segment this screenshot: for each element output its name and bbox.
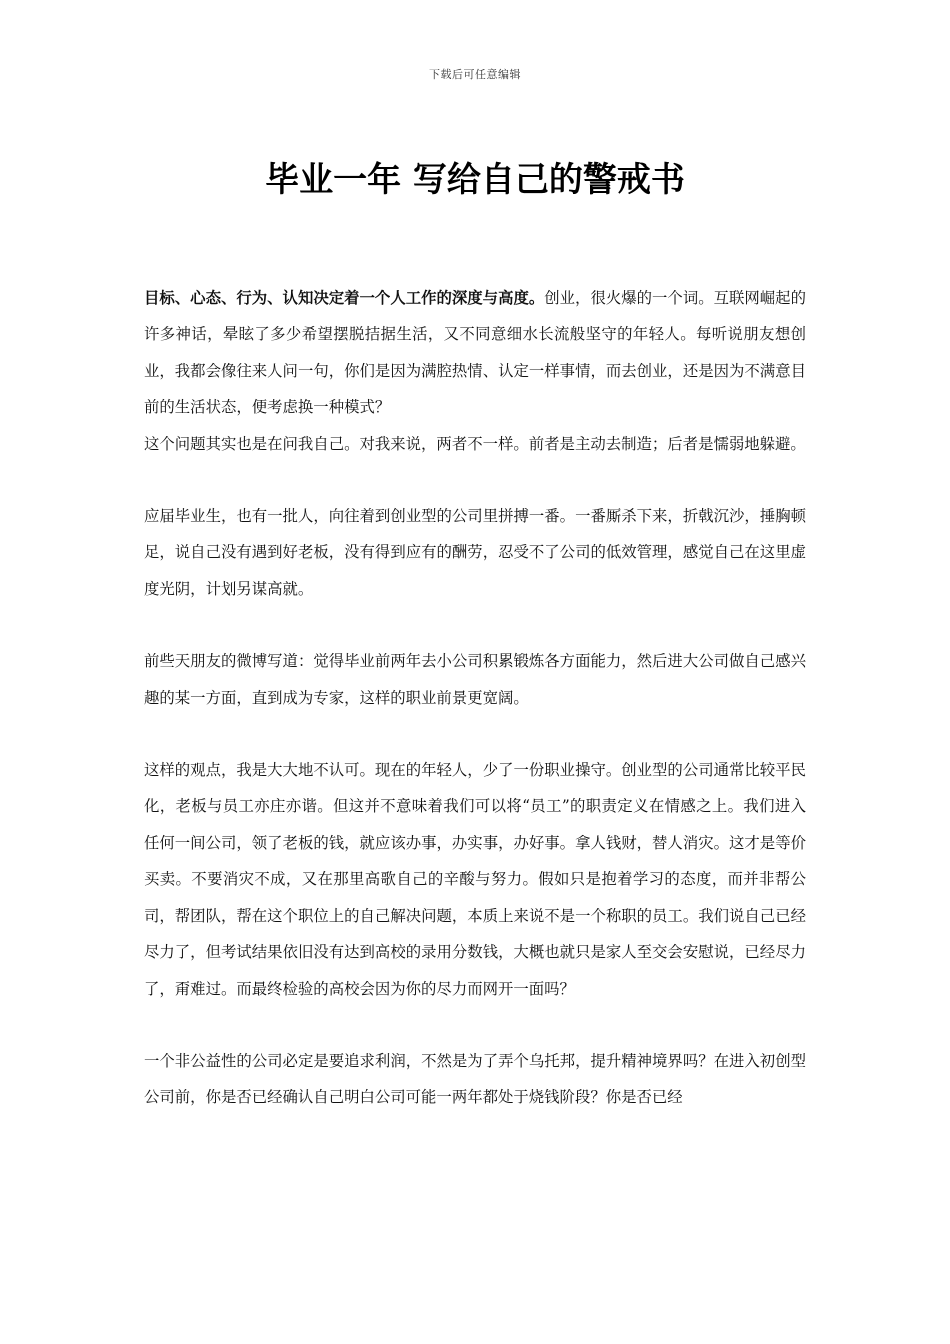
paragraph-3: 应届毕业生，也有一批人，向往着到创业型的公司里拼搏一番。一番厮杀下来，折戟沉沙，捶胸顿足，说自己没有遇到好老板，没有得到应有的酬劳，忍受不了公司的低效管理，感觉自己在这里虚度光阴，计划另谋高就。: [144, 507, 806, 598]
paragraph-1: [144, 280, 806, 426]
paragraph-1-text: 创业，很火爆的一个词。互联网崛起的许多神话，晕眩了多少希望摆脱拮据生活，又不同意细水长流般坚守的年轻人。每听说朋友想创业，我都会像往来人问一句，你们是因为满腔热情、认定一样事情，而去创业，还是因为不满意目前的生活状态，便考虑换一种模式？: [144, 289, 806, 417]
paragraph-4: 前些天朋友的微博写道：觉得毕业前两年去小公司积累锻炼各方面能力，然后进大公司做自己感兴趣的某一方面，直到成为专家，这样的职业前景更宽阔。: [144, 652, 806, 707]
document-title: 毕业一年 写给自己的警戒书: [265, 160, 685, 200]
paragraph-2: 这个问题其实也是在问我自己。对我来说，两者不一样。前者是主动去制造；后者是懦弱地躲避。: [144, 434, 806, 453]
paragraph-1-lead: 目标、心态、行为、认知决定着一个人工作的深度与高度。: [144, 289, 545, 307]
document-body: [144, 280, 806, 1116]
header-note: 下载后可任意编辑: [429, 68, 521, 81]
paragraph-5: 这样的观点，我是大大地不认可。现在的年轻人，少了一份职业操守。创业型的公司通常比较平民化，老板与员工亦庄亦谐。但这并不意味着我们可以将“员工”的职责定义在情感之上。我们进入任何一间公司，领了老板的钱，就应该办事，办实事，办好事。拿人钱财，替人消灾。这才是等价买卖。不要消灾不成，又在那里高歌自己的辛酸与努力。假如只是抱着学习的态度，而并非帮公司，帮团队，帮在这个职位上的自己解决问题，本质上来说不是一个称职的员工。我们说自己已经尽力了，但考试结果依旧没有达到高校的录用分数钱，大概也就只是家人至交会安慰说，已经尽力了，甭难过。而最终检验的高校会因为你的尽力而网开一面吗？: [144, 761, 806, 998]
paragraph-6: 一个非公益性的公司必定是要追求利润，不然是为了弄个乌托邦，提升精神境界吗？在进入初创型公司前，你是否已经确认自己明白公司可能一两年都处于烧钱阶段？你是否已经: [144, 1051, 806, 1107]
